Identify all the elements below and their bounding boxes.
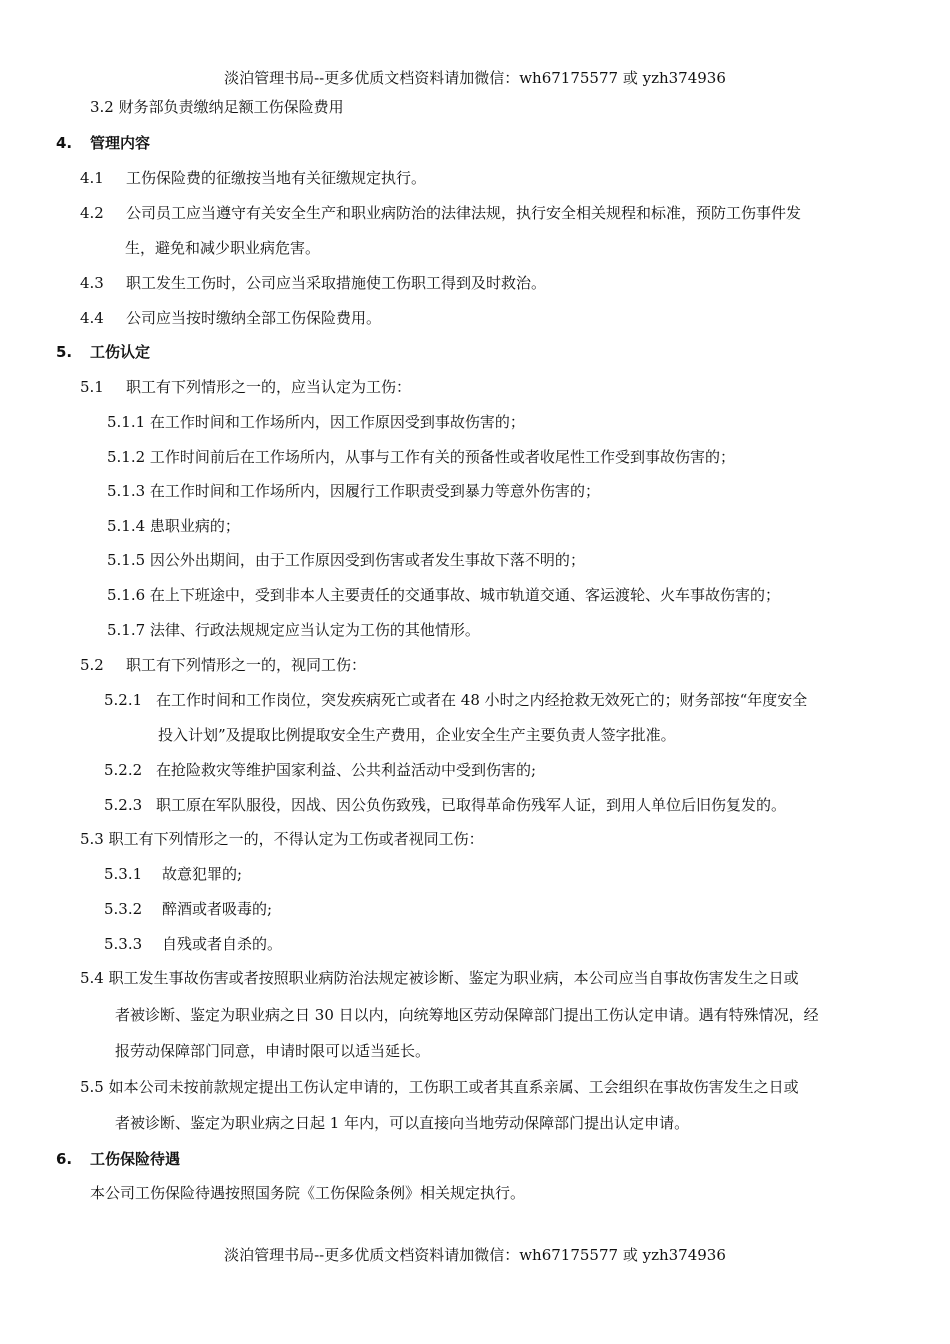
section-title: 管理内容 [90,134,151,152]
clause-5-1-1: 5.1.1 在工作时间和工作场所内，因工作原因受到事故伤害的； [107,413,525,431]
clause-5-3-3 [104,934,282,954]
clause-number: 5.2.3 [104,796,143,814]
clause-number: 4.2 [80,204,104,222]
clause-5-3-1 [104,864,242,884]
clause-5-2 [80,655,366,675]
clause-text: 公司员工应当遵守有关安全生产和职业病防治的法律法规，执行安全相关规程和标准，预防工伤事件发 [126,204,802,222]
clause-4-2 [80,203,801,223]
clause-5-3-2 [104,899,272,919]
clause-4-2-continuation: 生，避免和减少职业病危害。 [125,239,321,257]
section-number: 4. [56,134,73,152]
section-5-heading [56,342,150,362]
clause-5-1-2: 5.1.2 工作时间前后在工作场所内，从事与工作有关的预备性或者收尾性工作受到事故伤害的； [107,448,735,466]
clause-5-1-6: 5.1.6 在上下班途中，受到非本人主要责任的交通事故、城市轨道交通、客运渡轮、火车事故伤害的； [107,586,780,604]
clause-number: 4.4 [80,309,104,327]
clause-number: 5.2.2 [104,761,143,779]
section-6-paragraph: 本公司工伤保险待遇按照国务院《工伤保险条例》相关规定执行。 [90,1184,526,1202]
clause-4-1 [80,168,426,188]
clause-text: 职工发生工伤时，公司应当采取措施使工伤职工得到及时救治。 [126,274,547,292]
clause-5-1 [80,377,411,397]
clause-5-2-2 [104,760,536,780]
section-number: 6. [56,1150,73,1168]
clause-number: 5.2.1 [104,691,143,709]
clause-text: 工伤保险费的征缴按当地有关征缴规定执行。 [126,169,427,187]
clause-3-2: 3.2 财务部负责缴纳足额工伤保险费用 [90,98,344,116]
page-footer: 淡泊管理书局--更多优质文档资料请加微信：wh67175577 或 yzh374936 [224,1246,726,1264]
clause-5-1-7: 5.1.7 法律、行政法规规定应当认定为工伤的其他情形。 [107,621,480,639]
clause-5-2-1 [104,690,807,710]
clause-number: 5.3.3 [104,935,143,953]
clause-5-1-4: 5.1.4 患职业病的； [107,517,240,535]
clause-5-4-line-3: 报劳动保障部门同意，申请时限可以适当延长。 [115,1042,431,1060]
clause-4-4 [80,308,381,328]
clause-5-2-1-continuation: 投入计划”及提取比例提取安全生产费用，企业安全生产主要负责人签字批准。 [158,726,676,744]
clause-number: 4.3 [80,274,104,292]
clause-5-3: 5.3 职工有下列情形之一的，不得认定为工伤或者视同工伤： [80,830,484,848]
clause-number: 5.1 [80,378,104,396]
clause-5-4: 5.4 职工发生事故伤害或者按照职业病防治法规定被诊断、鉴定为职业病，本公司应当自事故伤害发生之日或 [80,969,799,987]
clause-text: 职工有下列情形之一的，应当认定为工伤： [126,378,412,396]
section-4-heading [56,133,150,153]
clause-text: 故意犯罪的; [162,865,243,883]
clause-text: 职工有下列情形之一的，视同工伤： [126,656,367,674]
clause-4-3 [80,273,546,293]
clause-text: 公司应当按时缴纳全部工伤保险费用。 [126,309,382,327]
clause-text: 自残或者自杀的。 [162,935,283,953]
clause-number: 5.3.1 [104,865,143,883]
clause-5-5: 5.5 如本公司未按前款规定提出工伤认定申请的，工伤职工或者其直系亲属、工会组织在事故伤害发生之日或 [80,1078,799,1096]
section-title: 工伤保险待遇 [90,1150,181,1168]
clause-number: 4.1 [80,169,104,187]
section-number: 5. [56,343,73,361]
clause-text: 在抢险救灾等维护国家利益、公共利益活动中受到伤害的; [156,761,537,779]
clause-number: 5.3.2 [104,900,143,918]
clause-5-1-3: 5.1.3 在工作时间和工作场所内，因履行工作职责受到暴力等意外伤害的； [107,482,600,500]
clause-5-4-line-2: 者被诊断、鉴定为职业病之日 30 日以内，向统筹地区劳动保障部门提出工伤认定申请。遇有特殊情况，经 [115,1006,819,1024]
clause-5-5-line-2: 者被诊断、鉴定为职业病之日起 1 年内，可以直接向当地劳动保障部门提出认定申请。 [115,1114,690,1132]
clause-text: 在工作时间和工作岗位，突发疾病死亡或者在 48 小时之内经抢救无效死亡的；财务部按“年度安全 [156,691,808,709]
clause-5-2-3 [104,795,786,815]
clause-5-1-5: 5.1.5 因公外出期间，由于工作原因受到伤害或者发生事故下落不明的； [107,551,585,569]
clause-number: 5.2 [80,656,104,674]
clause-text: 职工原在军队服役，因战、因公负伤致残，已取得革命伤残军人证，到用人单位后旧伤复发的。 [156,796,787,814]
section-title: 工伤认定 [90,343,151,361]
section-6-heading [56,1149,180,1169]
clause-text: 醉酒或者吸毒的; [162,900,273,918]
page-header: 淡泊管理书局--更多优质文档资料请加微信：wh67175577 或 yzh374936 [224,69,726,87]
